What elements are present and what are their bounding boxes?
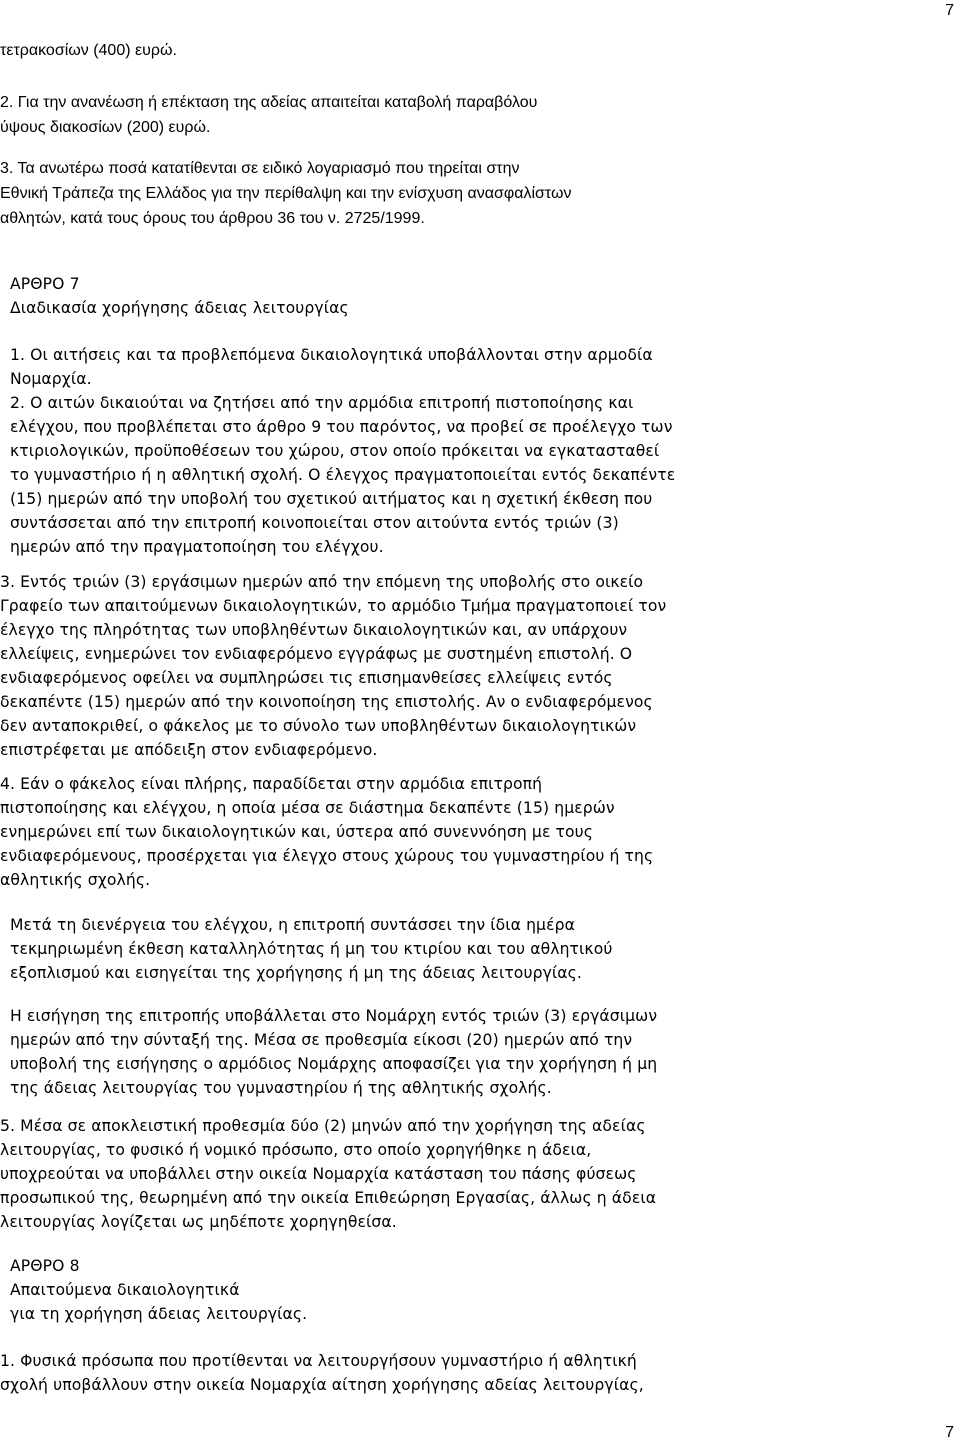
paragraph-article-7-item-4: 4. Εάν ο φάκελος είναι πλήρης, παραδίδεται στην αρμόδια επιτροπή πιστοποίησης και ελέγχου, η οποία μέσα σε διάστημα δεκαπέντε (15) ημερών ενημερώνει επί των δικαιολογητικών και, ύστερα από συνεννόηση με τους ενδιαφερόμενους, προσέρχεται για έλεγχο στους χώρους του γυμναστηρίου ή της αθλητικής σχολής. [0,775,654,889]
paragraph-article-7-item-3: 3. Εντός τριών (3) εργάσιμων ημερών από την επόμενη της υποβολής στο οικείο Γραφείο των απαιτούμενων δικαιολογητικών, το αρμόδιο Τμήμα πραγματοποιεί τον έλεγχο της πληρότητας των υποβληθέντων δικαιολογητικών και, αν υπάρχουν ελλείψεις, ενημερώνει τον ενδιαφερόμενο εγγράφως με συστημένη επιστολή. Ο ενδιαφερόμενος οφείλει να συμπληρώσει τις επισημανθείσες ελλείψεις εντός δεκαπέντε (15) ημερών από την κοινοποίηση της επιστολής. Αν ο ενδιαφερόμενος δεν ανταποκριθεί, ο φάκελος με το σύνολο των υποβληθέντων δικαιολογητικών επιστρέφεται με απόδειξη στον ενδιαφερόμενο. [0,573,667,759]
article-7-heading: ΑΡΘΡΟ 7 Διαδικασία χορήγησης άδειας λειτουργίας [10,275,349,317]
paragraph-prefect-decision: Η εισήγηση της επιτροπής υποβάλλεται στο Νομάρχη εντός τριών (3) εργάσιμων ημερών από την σύνταξή της. Μέσα σε προθεσμία είκοσι (20) ημερών από την υποβολή της εισήγησης ο αρμόδιος Νομάρχης αποφασίζει για την χορήγηση ή μη της άδειας λειτουργίας του γυμναστηρίου ή της αθλητικής σχολής. [10,1007,658,1097]
paragraph-article-7-items-1-2: 1. Οι αιτήσεις και τα προβλεπόμενα δικαιολογητικά υποβάλλονται στην αρμοδία Νομαρχία. 2. Ο αιτών δικαιούται να ζητήσει από την αρμόδια επιτροπή πιστοποίησης και ελέγχου, που προβλέπεται στο άρθρο 9 του παρόντος, να προβεί σε προέλεγχο των κτιριολογικών, προϋποθέσεων του χώρου, στον οποίο πρόκειται να εγκατασταθεί το γυμναστήριο ή η αθλητική σχολή. Ο έλεγχος πραγματοποιείται εντός δεκαπέντε (15) ημερών από την υποβολή του σχετικού αιτήματος και η σχετική έκθεση που συντάσσεται από την επιτροπή κοινοποιείται στον αιτούντα εντός τριών (3) ημερών από την πραγματοποίηση του ελέγχου. [10,346,676,556]
paragraph-deposit-account: 3. Τα ανωτέρω ποσά κατατίθενται σε ειδικό λογαριασμό που τηρείται στην Εθνική Τράπεζα της Ελλάδος για την περίθαλψη και την ενίσχυση ανασφαλίστων αθλητών, κατά τους όρους του άρθρου 36 του ν. 2725/1999. [0,160,572,227]
paragraph-fee-amount: τετρακοσίων (400) ευρώ. [0,42,177,59]
paragraph-inspection-report: Μετά τη διενέργεια του ελέγχου, η επιτροπή συντάσσει την ίδια ημέρα τεκμηριωμένη έκθεση καταλληλότητας ή μη του κτιρίου και του αθλητικού εξοπλισμού και εισηγείται της χορήγησης ή μη της άδειας λειτουργίας. [10,916,613,982]
paragraph-renewal-fee: 2. Για την ανανέωση ή επέκταση της αδείας απαιτείται καταβολή παραβόλου ύψους διακοσίων (200) ευρώ. [0,94,538,136]
page-number-bottom: 7 [945,1424,954,1441]
paragraph-article-8-item-1: 1. Φυσικά πρόσωπα που προτίθενται να λειτουργήσουν γυμναστήριο ή αθλητική σχολή υποβάλλουν στην οικεία Νομαρχία αίτηση χορήγησης αδείας λειτουργίας, [0,1352,644,1394]
paragraph-article-7-item-5: 5. Μέσα σε αποκλειστική προθεσμία δύο (2) μηνών από την χορήγηση της αδείας λειτουργίας, το φυσικό ή νομικό πρόσωπο, στο οποίο χορηγήθηκε η άδεια, υποχρεούται να υποβάλλει στην οικεία Νομαρχία κατάσταση του πάσης φύσεως προσωπικού της, θεωρημένη από την οικεία Επιθεώρηση Εργασίας, άλλως η άδεια λειτουργίας λογίζεται ως μηδέποτε χορηγηθείσα. [0,1117,657,1231]
page-number-top: 7 [945,2,954,19]
article-8-heading: ΑΡΘΡΟ 8 Απαιτούμενα δικαιολογητικά για τη χορήγηση άδειας λειτουργίας. [10,1257,308,1323]
